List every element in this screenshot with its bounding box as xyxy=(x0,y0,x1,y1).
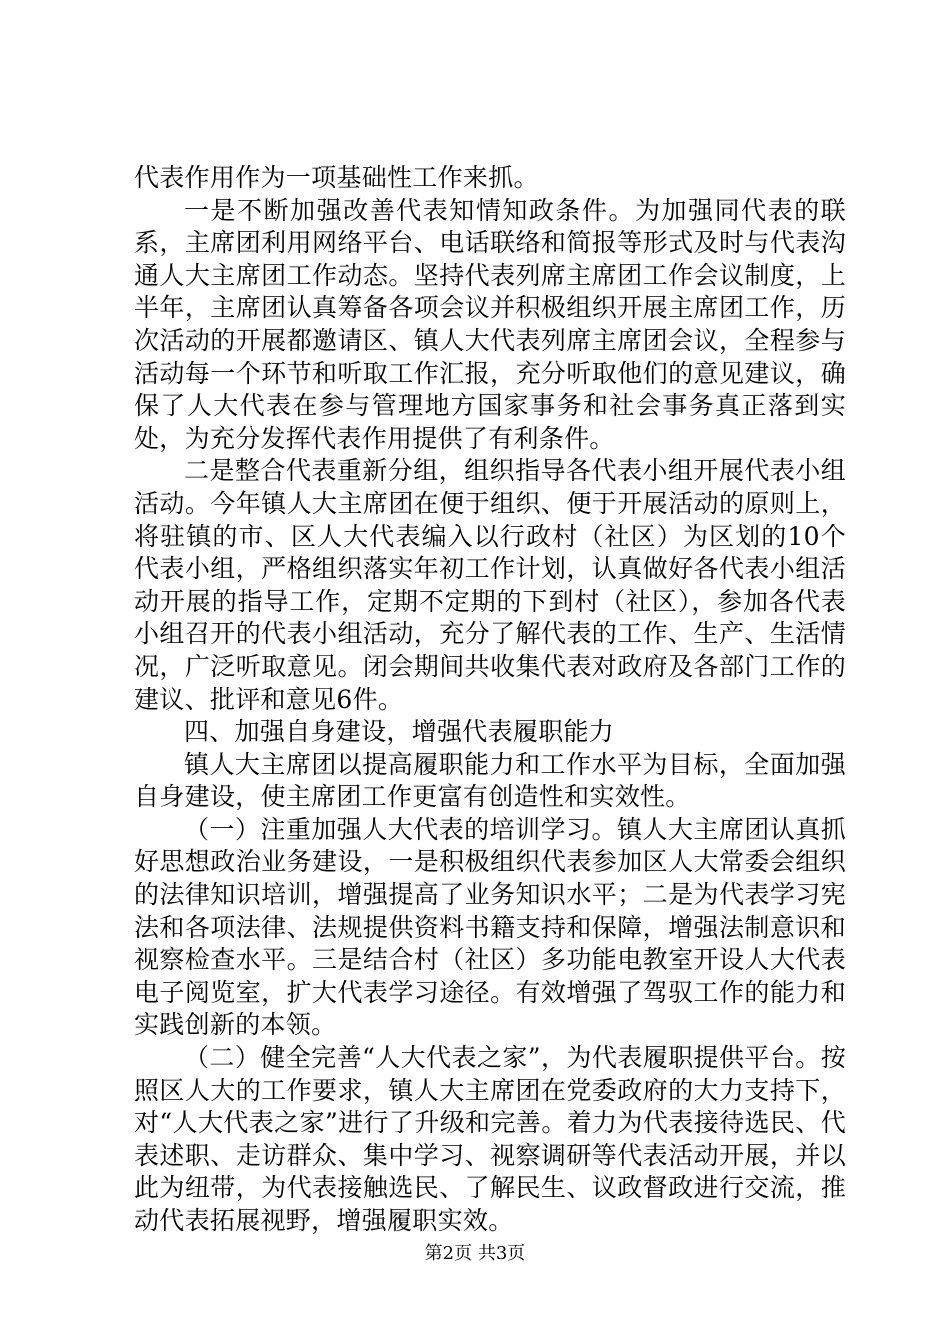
page-footer xyxy=(0,1243,950,1265)
document-body xyxy=(134,162,846,1238)
paragraph-continuation: 代表作用作为一项基础性工作来抓。 xyxy=(134,163,539,192)
paragraph-subsection-two: （二）健全完善“人大代表之家”，为代表履职提供平台。按照区人大的工作要求，镇人大主席团在党委政府的大力支持下，对“人大代表之家”进行了升级和完善。着力为代表接待选民、代表述职、走访群众、集中学习、视察调研等代表活动开展，并以此为纽带，为代表接触选民、了解民生、议政督政进行交流，推动代表拓展视野，增强履职实效。 xyxy=(134,1043,846,1235)
paragraph-subsection-one: （一）注重加强人大代表的培训学习。镇人大主席团认真抓好思想政治业务建设，一是积极组织代表参加区人大常委会组织的法律知识培训，增强提高了业务知识水平；二是为代表学习宪法和各项法律、法规提供资料书籍支持和保障，增强法制意识和视察检查水平。三是结合村（社区）多功能电教室开设人大代表电子阅览室，扩大代表学习途径。有效增强了驾驭工作的能力和实践创新的本领。 xyxy=(134,814,846,1040)
paragraph-item-two: 二是整合代表重新分组，组织指导各代表小组开展代表小组活动。今年镇人大主席团在便于组织、便于开展活动的原则上，将驻镇的市、区人大代表编入以行政村（社区）为区划的10个代表小组，严格组织落实年初工作计划，认真做好各代表小组活动开展的指导工作，定期不定期的下到村（社区），参加各代表小组召开的代表小组活动，充分了解代表的工作、生产、生活情况，广泛听取意见。闭会期间共收集代表对政府及各部门工作的建议、批评和意见6件。 xyxy=(134,456,846,714)
paragraph-item-one: 一是不断加强改善代表知情知政条件。为加强同代表的联系，主席团利用网络平台、电话联络和简报等形式及时与代表沟通人大主席团工作动态。坚持代表列席主席团工作会议制度，上半年，主席团认真筹备各项会议并积极组织开展主席团工作，历次活动的开展都邀请区、镇人大代表列席主席团会议，全程参与活动每一个环节和听取工作汇报，充分听取他们的意见建议，确保了人大代表在参与管理地方国家事务和社会事务真正落到实处，为充分发挥代表作用提供了有利条件。 xyxy=(134,195,846,453)
paragraph-section-intro: 镇人大主席团以提高履职能力和工作水平为目标，全面加强自身建设，使主席团工作更富有创造性和实效性。 xyxy=(134,749,846,812)
page-number-label: 第2页 共3页 xyxy=(424,1243,526,1264)
section-heading-four: 四、加强自身建设，增强代表履职能力 xyxy=(184,717,615,747)
